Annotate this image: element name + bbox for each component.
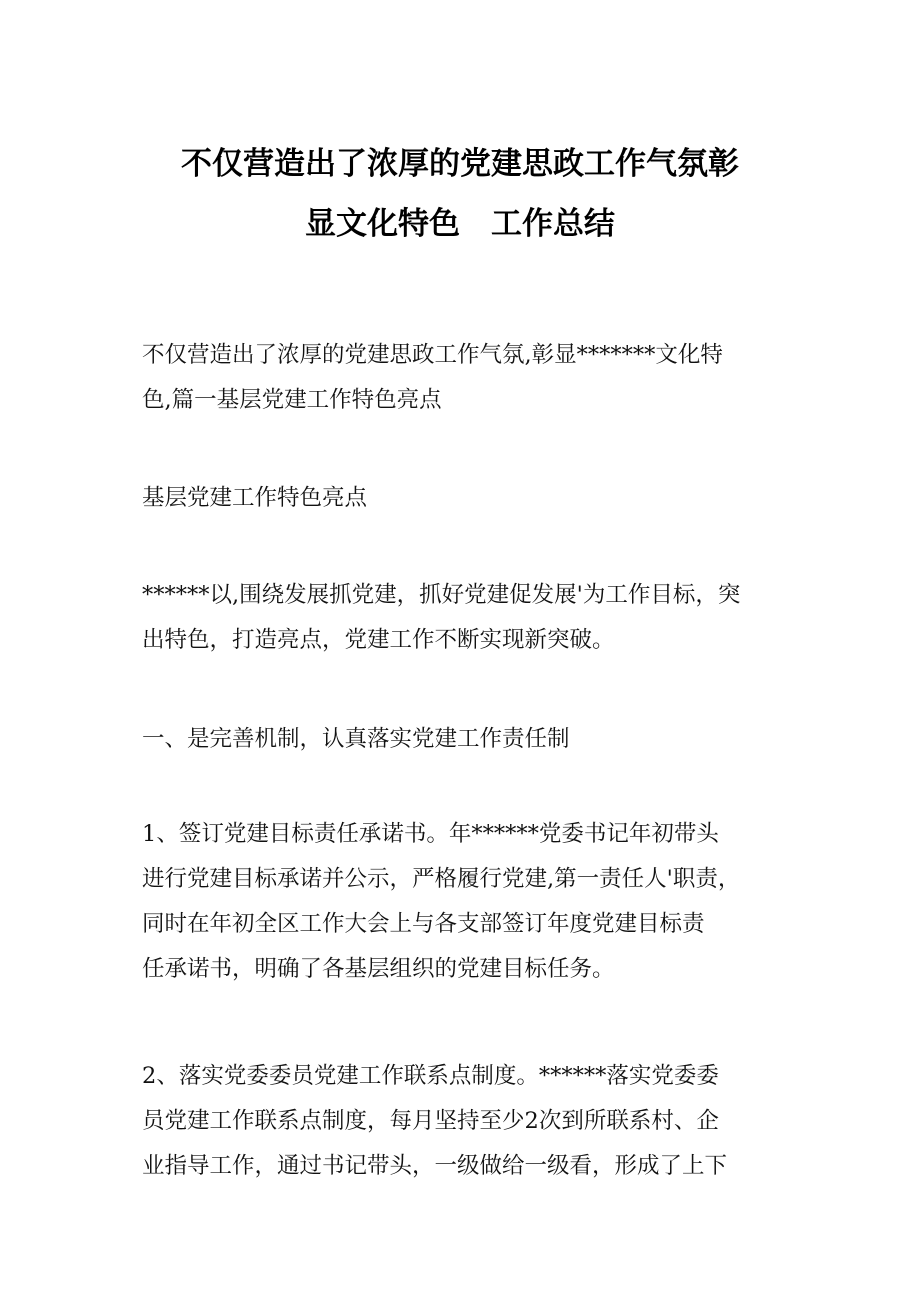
paragraph-line: 出特色，打造亮点，党建工作不断实现新突破。 <box>142 627 615 653</box>
paragraph-line: 同时在年初全区工作大会上与各支部签订年度党建目标责 <box>142 911 705 937</box>
subsection-heading <box>142 717 792 762</box>
section-heading <box>142 476 792 521</box>
paragraph-line: ******以,围绕发展抓党建，抓好党建促发展'为工作目标，突 <box>142 582 741 608</box>
paragraph-line: 色,篇一基层党建工作特色亮点 <box>142 387 442 413</box>
paragraph-item-2 <box>142 1054 792 1189</box>
paragraph-line: 一、是完善机制，认真落实党建工作责任制 <box>142 726 570 752</box>
paragraph-goal <box>142 573 792 663</box>
paragraph-intro <box>142 333 792 423</box>
paragraph-line: 基层党建工作特色亮点 <box>142 485 368 511</box>
paragraph-line: 员党建工作联系点制度，每月坚持至少2次到所联系村、企 <box>142 1108 719 1134</box>
document-title-line-2: 显文化特色 工作总结 <box>305 206 615 242</box>
paragraph-line: 2、落实党委委员党建工作联系点制度。******落实党委委 <box>142 1063 719 1089</box>
paragraph-line: 不仅营造出了浓厚的党建思政工作气氛,彰显*******文化特 <box>142 342 723 368</box>
paragraph-line: 1、签订党建目标责任承诺书。年******党委书记年初带头 <box>142 821 719 847</box>
paragraph-item-1 <box>142 812 792 992</box>
document-title-line-1: 不仅营造出了浓厚的党建思政工作气氛彰 <box>181 146 739 182</box>
paragraph-line: 业指导工作，通过书记带头，一级做给一级看，形成了上下 <box>142 1153 728 1179</box>
paragraph-line: 任承诺书，明确了各基层组织的党建目标任务。 <box>142 956 615 982</box>
paragraph-line: 进行党建目标承诺并公示，严格履行党建,第一责任人'职责， <box>142 866 741 892</box>
